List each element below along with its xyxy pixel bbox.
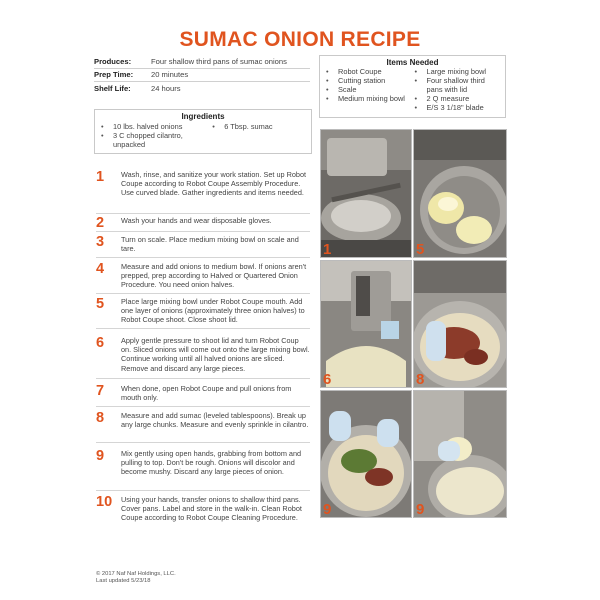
info-key: Shelf Life:	[94, 83, 131, 93]
robot-coupe-open-photo	[321, 130, 411, 257]
items-needed-col1	[324, 68, 413, 113]
ingredients-heading: Ingredients	[181, 112, 225, 121]
step-number: 7	[96, 383, 105, 399]
info-key: Prep Time:	[94, 70, 134, 80]
items-needed-columns	[320, 67, 505, 113]
last-updated-text: Last updated 5/23/18	[96, 578, 151, 584]
list-item: • 3 C chopped cilantro, unpacked	[99, 132, 210, 149]
items-needed-col2	[413, 68, 502, 113]
list-item: • Cutting station	[324, 77, 413, 86]
ingredients-col1	[99, 123, 210, 150]
photo-step-6	[320, 260, 412, 388]
info-row-shelf-life	[94, 81, 310, 95]
step-number: 6	[96, 335, 105, 351]
step-3	[96, 235, 310, 258]
list-item: • 6 Tbsp. sumac	[210, 123, 307, 132]
list-item: • Scale	[324, 86, 413, 95]
ingredients-columns	[95, 121, 311, 150]
step-10	[96, 495, 310, 535]
step-8	[96, 411, 310, 443]
step-text: Using your hands, transfer onions to shallow third pans. Cover pans. Label and store in the walk-in. Clean Robot Coupe according to Robot Coupe Cleaning Procedure.	[121, 495, 302, 523]
step-number: 10	[96, 494, 113, 510]
step-number: 5	[96, 296, 105, 312]
step-text: Measure and add sumac (leveled tablespoons). Break up any large chunks. Measure and evenly sprinkle in cilantro.	[121, 411, 309, 430]
info-value: Four shallow third pans of sumac onions	[151, 56, 287, 66]
copyright-text: © 2017 Naf Naf Holdings, LLC.	[96, 571, 176, 577]
step-text: Wash your hands and wear disposable gloves.	[121, 216, 272, 225]
info-value: 20 minutes	[151, 70, 189, 80]
photo-step-9b	[413, 390, 507, 518]
list-item: • Four shallow third pans with lid	[413, 77, 502, 94]
step-text: When done, open Robot Coupe and pull onions from mouth only.	[121, 384, 292, 403]
ingredients-box	[94, 109, 312, 154]
photo-label: 5	[416, 241, 425, 258]
ingredients-col2	[210, 123, 307, 150]
items-needed-heading: Items Needed	[386, 58, 439, 67]
mixing-onions-by-hand-photo	[321, 391, 411, 517]
photo-step-8	[413, 260, 507, 388]
step-number: 4	[96, 261, 105, 277]
step-9	[96, 449, 310, 491]
large-onion-pieces-photo	[414, 391, 506, 517]
photo-label: 9	[323, 501, 332, 518]
sumac-on-onions-photo	[414, 261, 506, 387]
step-1	[96, 170, 310, 214]
photo-step-9a	[320, 390, 412, 518]
step-text: Mix gently using open hands, grabbing from bottom and pulling to top. Don't be rough. Onions will discolor and become mushy. Discard any large pieces of onion.	[121, 449, 302, 477]
photo-label: 1	[323, 241, 332, 258]
info-row-produces	[94, 55, 310, 68]
list-item: • Medium mixing bowl	[324, 95, 413, 104]
step-6	[96, 336, 310, 379]
sliced-onions-coming-out-photo	[321, 261, 411, 387]
list-item: • 2 Q measure	[413, 95, 502, 104]
items-needed-box	[319, 55, 506, 118]
recipe-info-box	[94, 55, 310, 93]
onion-halves-in-coupe-photo	[414, 130, 506, 257]
step-number: 1	[96, 169, 105, 185]
step-2	[96, 216, 310, 232]
step-number: 2	[96, 215, 105, 231]
photo-label: 9	[416, 501, 425, 518]
info-key: Produces:	[94, 56, 132, 66]
list-item: • E/S 3 1/18" blade	[413, 104, 502, 113]
photo-step-5	[413, 129, 507, 258]
step-text: Place large mixing bowl under Robot Coupe mouth. Add one layer of onions (approximately three onion halves) to Robot Coupe shoot. Close shoot lid.	[121, 297, 305, 325]
step-number: 9	[96, 448, 105, 464]
step-7	[96, 384, 310, 407]
step-text: Apply gentle pressure to shoot lid and turn Robot Coup on. Sliced onions will come out onto the large mixing bowl. Continue working until all halved onions are sliced. Remove and discard any large pieces.	[121, 336, 310, 373]
step-text: Measure and add onions to medium bowl. If onions aren't prepped, prep according to Halved or Quartered Onion Procedure. You need onion halves.	[121, 262, 307, 290]
info-row-prep-time	[94, 68, 310, 82]
step-number: 8	[96, 410, 105, 426]
step-number: 3	[96, 234, 105, 250]
step-4	[96, 262, 310, 294]
page-title: SUMAC ONION RECIPE	[179, 28, 421, 51]
step-5	[96, 297, 310, 329]
list-item: • 10 lbs. halved onions	[99, 123, 210, 132]
list-item: • Large mixing bowl	[413, 68, 502, 77]
page-footer	[96, 571, 176, 585]
photo-label: 6	[323, 371, 332, 388]
list-item: • Robot Coupe	[324, 68, 413, 77]
photo-label: 8	[416, 371, 425, 388]
step-text: Turn on scale. Place medium mixing bowl on scale and tare.	[121, 235, 299, 254]
photo-step-1	[320, 129, 412, 258]
step-text: Wash, rinse, and sanitize your work station. Set up Robot Coupe according to Robot Coupe Assembly Procedure. Use curved blade. Gather ingredients and items needed.	[121, 170, 307, 198]
info-value: 24 hours	[151, 83, 181, 93]
